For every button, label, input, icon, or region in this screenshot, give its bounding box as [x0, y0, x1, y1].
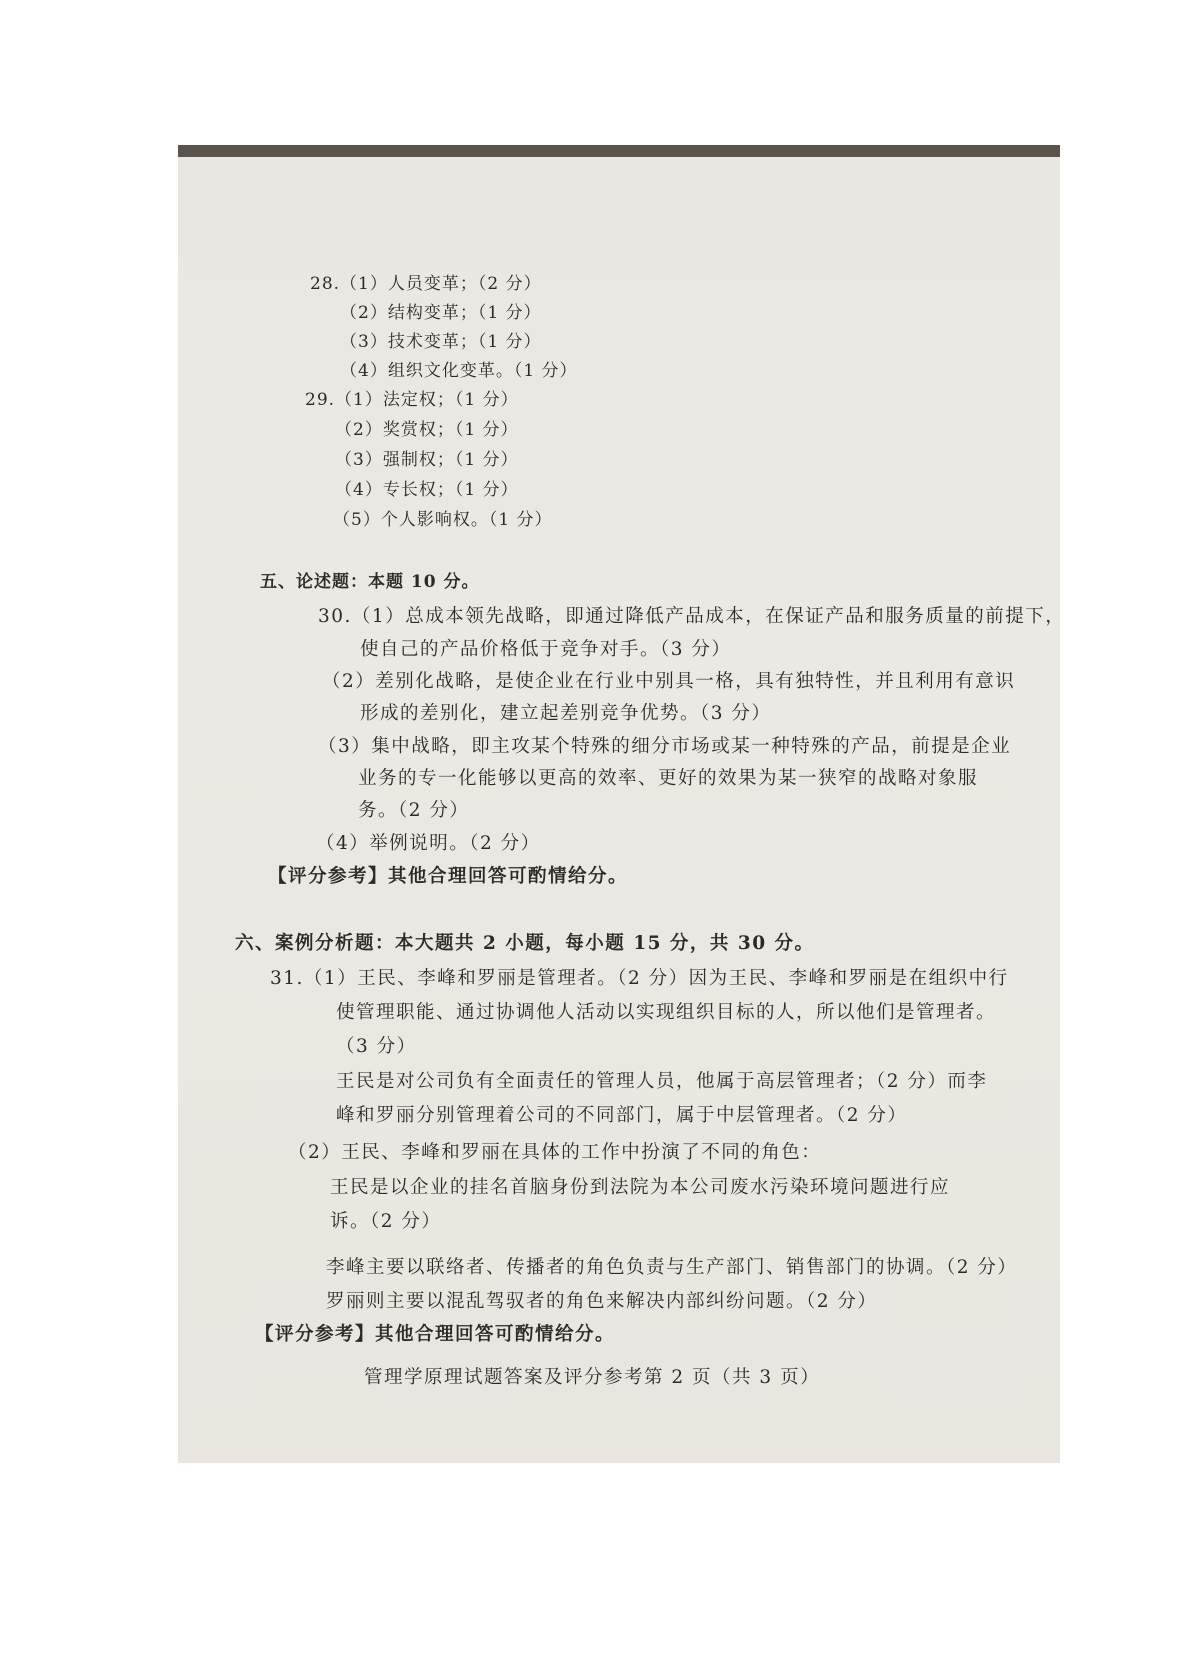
- q31-item-2-line-2: 王民是以企业的挂名首脑身份到法院为本公司废水污染环境问题进行应: [330, 1177, 951, 1198]
- q30-item-2-line-2: 形成的差别化，建立起差别竞争优势。（3 分）: [360, 703, 772, 724]
- q29-item-2: （2）奖赏权；（1 分）: [335, 420, 519, 440]
- q31-item-1-line-1: 31.（1）王民、李峰和罗丽是管理者。（2 分）因为王民、李峰和罗丽是在组织中行: [270, 968, 1009, 989]
- page-footer: 管理学原理试题答案及评分参考第 2 页（共 3 页）: [364, 1367, 821, 1388]
- q29-item-3: （3）强制权；（1 分）: [335, 450, 519, 470]
- q30-item-1-line-2: 使自己的产品价格低于竞争对手。（3 分）: [360, 639, 732, 660]
- q28-item-1: 28.（1）人员变革；（2 分）: [310, 274, 542, 294]
- q31-item-2-line-5: 罗丽则主要以混乱驾驭者的角色来解决内部纠纷问题。（2 分）: [326, 1291, 878, 1312]
- section-6-grading-note: 【评分参考】其他合理回答可酌情给分。: [255, 1324, 616, 1345]
- q31-item-1-line-3: （3 分）: [336, 1036, 417, 1057]
- q30-item-1-line-1: 30.（1）总成本领先战略，即通过降低产品成本，在保证产品和服务质量的前提下，: [318, 606, 1066, 627]
- q31-item-1-line-4: 王民是对公司负有全面责任的管理人员，他属于高层管理者；（2 分）而李: [336, 1071, 988, 1092]
- q29-item-1: 29.（1）法定权；（1 分）: [305, 390, 519, 410]
- q28-item-3: （3）技术变革；（1 分）: [340, 332, 542, 352]
- q30-item-2-line-1: （2）差别化战略，是使企业在行业中别具一格，具有独特性，并且利用有意识: [322, 671, 1016, 692]
- q31-item-2-line-4: 李峰主要以联络者、传播者的角色负责与生产部门、销售部门的协调。（2 分）: [326, 1257, 1018, 1278]
- q28-item-4: （4）组织文化变革。（1 分）: [340, 361, 578, 381]
- q30-item-4: （4）举例说明。（2 分）: [316, 833, 541, 854]
- q31-item-2-line-1: （2）王民、李峰和罗丽在具体的工作中扮演了不同的角色：: [288, 1142, 822, 1163]
- q31-item-1-line-5: 峰和罗丽分别管理着公司的不同部门，属于中层管理者。（2 分）: [336, 1105, 908, 1126]
- section-6-heading: 六、案例分析题：本大题共 2 小题，每小题 15 分，共 30 分。: [235, 933, 815, 954]
- q29-item-5: （5）个人影响权。（1 分）: [333, 510, 553, 530]
- q30-item-3-line-3: 务。（2 分）: [358, 800, 470, 821]
- q31-item-1-line-2: 使管理职能、通过协调他人活动以实现组织目标的人，所以他们是管理者。: [336, 1002, 997, 1023]
- q30-item-3-line-2: 业务的专一化能够以更高的效率、更好的效果为某一狭窄的战略对象服: [358, 768, 979, 789]
- q29-item-4: （4）专长权；（1 分）: [335, 480, 519, 500]
- q30-item-3-line-1: （3）集中战略，即主攻某个特殊的细分市场或某一种特殊的产品，前提是企业: [318, 736, 1012, 757]
- q31-item-2-line-3: 诉。（2 分）: [330, 1211, 442, 1232]
- section-5-grading-note: 【评分参考】其他合理回答可酌情给分。: [268, 866, 629, 887]
- section-5-heading: 五、论述题：本题 10 分。: [260, 572, 480, 592]
- q28-item-2: （2）结构变革；（1 分）: [340, 303, 542, 323]
